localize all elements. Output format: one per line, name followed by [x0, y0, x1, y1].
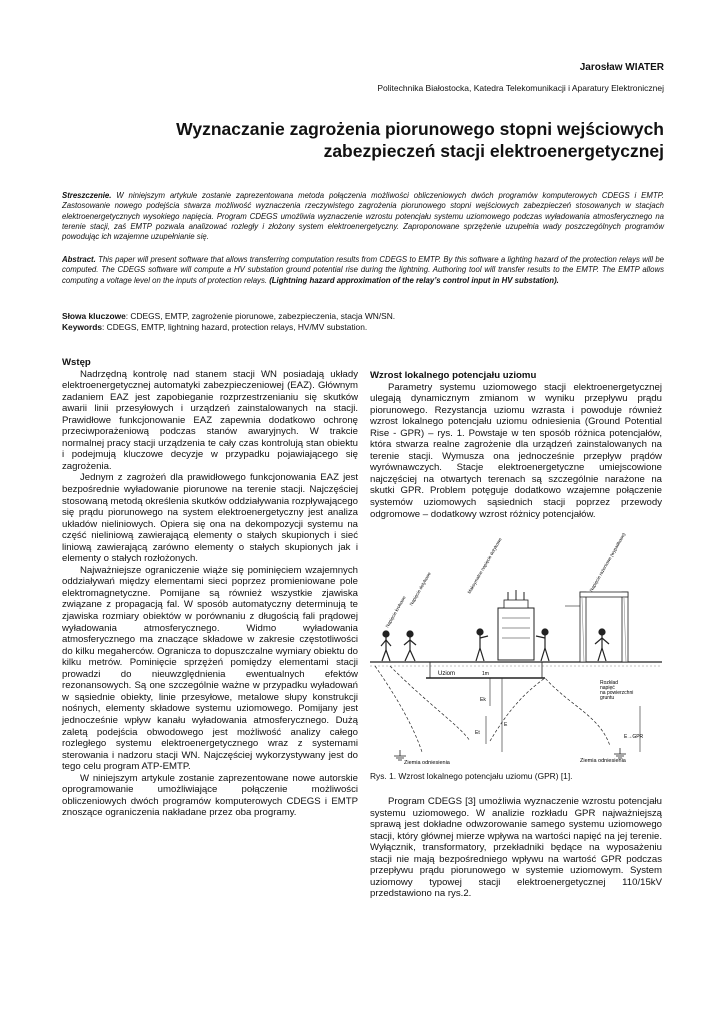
affiliation: Politechnika Białostocka, Katedra Telekomunikacji i Aparatury Elektronicznej	[377, 83, 664, 93]
keywords-block	[62, 311, 664, 332]
author-name: Jarosław WIATER	[579, 62, 664, 73]
potential-curve-left	[375, 666, 422, 752]
abstract-title-en: (Lightning hazard approximation of the relay’s control input in HV substation).	[269, 275, 559, 285]
left-column	[62, 357, 358, 819]
person-figures	[381, 629, 609, 661]
egpr-label: E→GPR	[624, 734, 644, 740]
paragraph: Parametry systemu uziomowego stacji elektroenergetycznej ulegają dynamicznym zmianom w wyniku przepływu prądu piorunowego. Rezystancja uziomu wzrasta i powoduje również wzrost lokalnego potencjału uziomu odniesienia (Ground Potential Rise - GPR) – rys. 1. Powstaje w ten sposób różnica potencjałów, która stwarza realne zagrożenie dla urządzeń zainstalowanych na terenie stacji. Wymusza ona jednocześnie przepływ prądów wyrównawczych. Stacje elektroenergetyczne umiejscowione najczęściej na otwartych terenach są szczególnie narażone na skutki GPR. Problem potęguje dodatkowo wzajemne połączenie systemów uziomowych sąsiednich stacji poprzez przewody odgromowe – dodatkowy wzrost różnicy potencjałów.	[370, 381, 662, 520]
section-heading-wzrost: Wzrost lokalnego potencjału uziomu	[370, 370, 537, 381]
label-dotykowe: Napięcie dotykowe	[408, 571, 432, 607]
keywords-pl-label: Słowa kluczowe	[62, 311, 126, 321]
label-transfer: Maksymalne napięcie dotykowe	[466, 536, 503, 595]
label-wypadkowe: Napięcie rażeniowe (wypadkowe)	[588, 531, 627, 593]
figure-caption: Rys. 1. Wzrost lokalnego potencjału uziomu (GPR) [1].	[370, 771, 573, 781]
paragraph: Program CDEGS [3] umożliwia wyznaczenie wzrostu potencjału systemu uziomowego. W analizie rozkładu GPR najważniejszą sprawą jest dokładne odwzorowanie samego systemu uziomowego stacji, który głównej mierze wpływa na wartości napięć na jej terenie. Wyłącznik, transformatory, przekładniki będące na wyposażeniu stacji nie mają bezpośredniego wpływu na wartość GPR podczas przepływu prądu piorunowego w systemie uziomowym. System uziomowy typowej stacji elektroenergetycznej 110/15kV przedstawiono na rys.2.	[370, 796, 662, 900]
et-label: Et	[475, 730, 480, 736]
streszczenie-label: Streszczenie.	[62, 191, 112, 200]
paragraph: Nadrzędną kontrolę nad stanem stacji WN posiadają układy elektroenergetycznej automatyki zabezpieczeniowej (EAZ). Głównym zadaniem EAZ jest zapobieganie rozprzestrzenianiu się skutków awarii linii przesyłowych i urządzeń zainstalowanych na stacji. Prawidłowe funkcjonowanie EAZ zapewnia dodatkowo ochronę przeciwporażeniową podczas stanów awaryjnych. W trakcie normalnej pracy stacji urządzenia te cały czas kontrolują stan obiektu i podejmują kluczowe decyzje w przypadku pojawiającego się zagrożenia.	[62, 368, 358, 472]
right-column-top	[370, 370, 662, 520]
keywords-pl-text: : CDEGS, EMTP, zagrożenie piorunowe, zabezpieczenia, stacja WN/SN.	[125, 311, 396, 321]
streszczenie-text: W niniejszym artykule zostanie zaprezentowana metoda połączenia możliwości obliczeniowych dwóch programów komputerowych CDEGS i EMTP. Zastosowanie nowego podejścia stwarza możliwość wyznaczenia rzeczywistego zagrożenia piorunowego stopni wejściowych zabezpieczeń stosowanych w stacjach elektroenergetycznych wysokiego napięcia. Program CDEGS umożliwia wyznaczenie wzrostu potencjału systemu uziomowego podczas wyładowania atmosferycznego na terenie stacji, zaś EMTP pozwala analizować rozległy i złożony system elektroenergetyczny. Zaproponowane sprzężenie uzupełnia wady poszczególnych programów powodując ich wzajemne uzupełnianie się.	[62, 191, 664, 242]
label-krokowe: Napięcie krokowe	[384, 595, 407, 629]
paper-title	[104, 118, 664, 162]
transformer	[498, 608, 534, 660]
section-heading-wstep: Wstęp	[62, 357, 91, 368]
ziemia-label-left: Ziemia odniesienia	[404, 760, 450, 766]
abstract-paragraph	[62, 255, 664, 286]
paragraph: W niniejszym artykule zostanie zaprezentowane nowe autorskie oprogramowanie umożliwiające połączenie możliwości obliczeniowych dwóch programów komputerowych CDEGS i EMTP znoszące ograniczenia nakładane przez oba programy.	[62, 772, 358, 819]
keywords-en-label: Keywords	[62, 321, 103, 332]
paragraph: Jednym z zagrożeń dla prawidłowego funkcjonowania EAZ jest bezpośrednie wyładowanie piorunowe na terenie stacji. Najczęściej stosowaną metodą określenia skutków oddziaływania rozpływającego się prądu piorunowego na system elektroenergetyczny jest analiza układów nieliniowych. Opiera się ona na dekompozycji systemu na część nieliniową zawierającą elementy o stałych skupionych i sieć liniową zawierającą zarówno elementy o stałych skupionych jak i elementy o stałych rozłożonych.	[62, 472, 358, 565]
ziemia-label-right: Ziemia odniesienia	[580, 758, 626, 764]
paragraph: Najważniejsze ograniczenie wiąże się pominięciem wzajemnych oddziaływań między elementami sieci poprzez promieniowane pole elektromagnetyczne. Pomijane są również wszystkie zjawiska związane z propagacją fal. W sposób automatyczny determinują te zjawiska rozmiary obiektów w porównaniu z długością fali prądowej wyładowania atmosferycznego. Widmo wyładowania atmosferycznego ma znaczące składowe w zakresie częstotliwości do kilku megaherców. Ogranicza to dopuszczalne wymiary obiektu do kilku metrów. Pominięcie sprzężeń pomiędzy elementami stacji prowadzi do nieuwzględnienia ewentualnych efektów rezonansowych. Są one szczególnie ważne w przypadku wyładowań w sąsiednie obiekty, linie przesyłowe, metalowe słupy konstrukcji nośnych, elementy składowe systemu uziomowego. Pomijany jest jednocześnie wpływ kanału wyładowania atmosferycznego. Dużą zaletą podejścia obwodowego jest możliwość analizy całego rozległego systemu elektroenergetycznego wraz z systemami sterowania i nadzoru stacji WN. Najczęściej wykorzystywany jest do tego celu program ATP-EMTP.	[62, 564, 358, 773]
abstract-label: Abstract.	[62, 255, 96, 264]
rozklad-label: Rozkład napięć na powierzchni gruntu	[600, 680, 634, 701]
keywords-en	[62, 322, 664, 333]
ground-symbol-right	[614, 748, 626, 758]
ground-symbol-left	[394, 750, 406, 760]
right-column-bottom	[370, 796, 662, 900]
title-line-2: zabezpieczeń stacji elektroenergetycznej	[323, 141, 664, 161]
streszczenie-paragraph	[62, 191, 664, 242]
gpr-figure	[370, 531, 662, 766]
ek-label: Ek	[480, 697, 486, 703]
keywords-en-text: : CDEGS, EMTP, lightning hazard, protection relays, HV/MV substation.	[102, 321, 368, 332]
abstract-text: This paper will present software that allows transferring computation results from CDEGS to EMTP. By this software a lighting hazard of the protection relays will be computed. The CDEGS software will compute a HV substation ground potential rise during the lightning. Authoring tool will transfer results to the EMTP. The EMTP allows computing a voltage level on the inputs of protection relays.	[62, 255, 664, 285]
uziom-label: Uziom	[438, 671, 456, 677]
transformer-top	[504, 600, 528, 608]
title-line-1: Wyznaczanie zagrożenia piorunowego stopni wejściowych	[176, 119, 664, 139]
one-m-label: 1m	[482, 671, 489, 677]
keywords-pl	[62, 311, 664, 322]
es-label: E	[504, 722, 508, 728]
gantry-beam	[580, 592, 628, 597]
